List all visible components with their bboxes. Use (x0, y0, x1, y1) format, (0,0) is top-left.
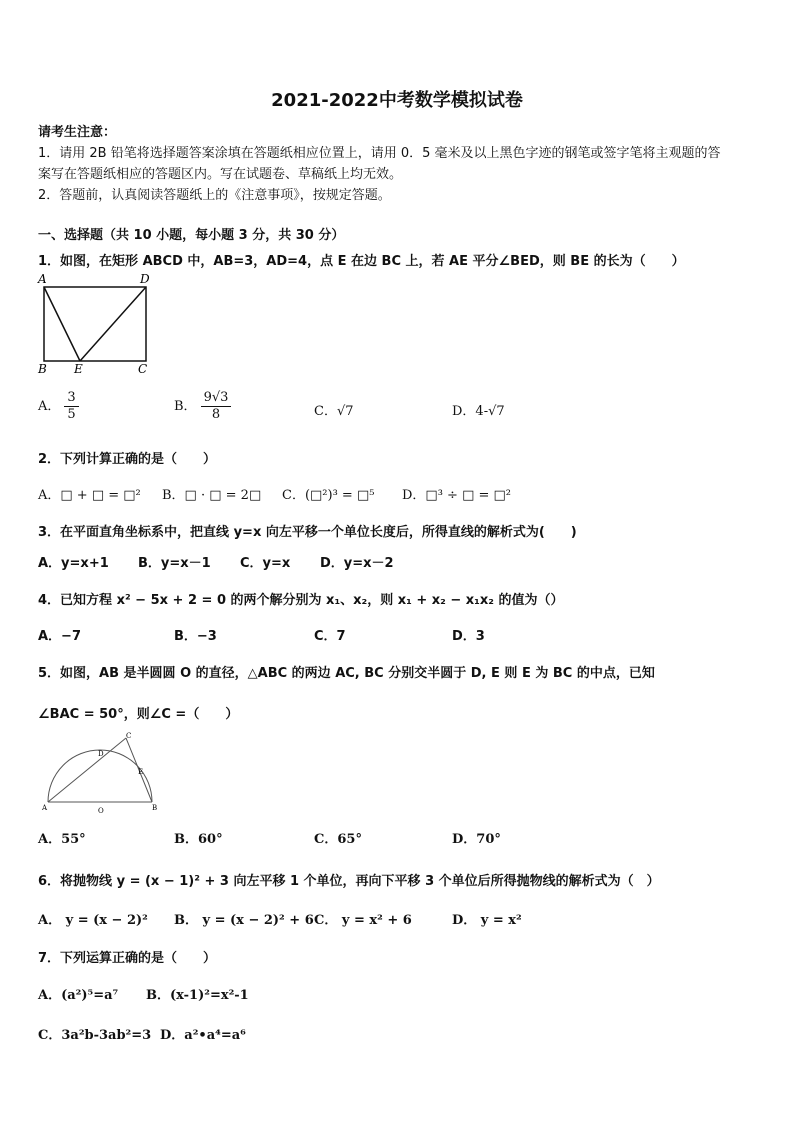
question-2-stem: 2．下列计算正确的是（ ） (38, 452, 217, 467)
option-c[interactable]: C．√7 (314, 404, 354, 419)
section-heading: 一、选择题（共 10 小题，每小题 3 分，共 30 分） (38, 228, 345, 243)
option-a-prefix: A． (38, 399, 61, 414)
option-c[interactable]: C． y = x² + 6 (314, 913, 412, 928)
segment-ed (80, 287, 146, 361)
fraction-a (64, 390, 78, 423)
option-b[interactable]: B．□ · □ = 2□ (162, 488, 262, 503)
option-d[interactable]: D．70° (452, 832, 501, 847)
question-5-stem-line1: 5．如图，AB 是半圆圆 O 的直径，△ABC 的两边 AC, BC 分别交半圆于 D, E 则 E 为 BC 的中点，已知 (38, 666, 655, 681)
option-a[interactable]: A．55° (38, 832, 86, 847)
option-c[interactable]: C．3a²b-3ab²=3 (38, 1028, 152, 1043)
point-label-e: E (74, 362, 83, 376)
point-label-d: D (98, 750, 104, 758)
option-c[interactable]: C．y=x (240, 556, 291, 571)
point-label-a: A (38, 272, 47, 286)
notice-item1-line2: 案写在答题纸相应的答题区内。写在试题卷、草稿纸上均无效。 (38, 167, 403, 182)
question-4-stem: 4．已知方程 x² − 5x + 2 = 0 的两个解分别为 x₁、x₂，则 x₁ + x₂ − x₁x₂ 的值为（） (38, 593, 564, 608)
page-title: 2021-2022中考数学模拟试卷 (271, 90, 523, 111)
fraction-b-numerator: 9√3 (201, 390, 232, 407)
option-d[interactable]: D．4-√7 (452, 404, 505, 419)
option-a[interactable]: A． y = (x − 2)² (38, 913, 148, 928)
fraction-a-numerator: 3 (64, 390, 78, 407)
point-label-b: B (38, 362, 47, 376)
notice-heading: 请考生注意： (38, 125, 117, 140)
point-label-b: B (152, 804, 158, 812)
option-a[interactable]: A．−7 (38, 629, 81, 644)
option-b[interactable]: B．60° (174, 832, 223, 847)
option-b[interactable]: B．y=x－1 (138, 556, 211, 571)
option-a[interactable]: A．y=x+1 (38, 556, 109, 571)
point-label-c: C (126, 732, 132, 740)
option-c[interactable]: C．(□²)³ = □⁵ (282, 488, 375, 503)
option-b[interactable]: B．−3 (174, 629, 217, 644)
point-label-c: C (138, 362, 148, 376)
question-1-stem: 1．如图，在矩形 ABCD 中，AB=3，AD=4，点 E 在边 BC 上，若 AE 平分∠BED，则 BE 的长为（ ） (38, 254, 685, 269)
segment-ac (48, 738, 126, 802)
option-d[interactable]: D．□³ ÷ □ = □² (402, 488, 512, 503)
notice-item1-line1: 1．请用 2B 铅笔将选择题答案涂填在答题纸相应位置上，请用 0．5 毫米及以上黑色字迹的钢笔或签字笔将主观题的答 (38, 146, 721, 161)
fraction-b (201, 390, 232, 423)
option-b[interactable]: B． y = (x − 2)² + 6 (174, 913, 314, 928)
question-3-stem: 3．在平面直角坐标系中，把直线 y=x 向左平移一个单位长度后，所得直线的解析式为( ) (38, 525, 577, 540)
notice-item2: 2．答题前，认真阅读答题纸上的《注意事项》，按规定答题。 (38, 188, 391, 203)
segment-ae (44, 287, 80, 361)
question-5-stem-line2: ∠BAC = 50°，则∠C =（ ） (38, 707, 239, 722)
option-d[interactable]: D．3 (452, 629, 485, 644)
fraction-a-denominator: 5 (67, 407, 76, 422)
fraction-b-denominator: 8 (211, 407, 221, 422)
option-a[interactable]: A．(a²)⁵=a⁷ (38, 988, 119, 1003)
option-d[interactable]: D．y=x－2 (320, 556, 394, 571)
point-label-d: D (140, 272, 150, 286)
semicircle-figure (38, 730, 166, 818)
rectangle-abcd (44, 287, 146, 361)
option-d[interactable]: D．a²•a⁴=a⁶ (160, 1028, 246, 1043)
rectangle-figure (34, 270, 164, 376)
option-c[interactable]: C．7 (314, 629, 346, 644)
point-label-e: E (138, 768, 144, 776)
option-b[interactable] (174, 390, 231, 423)
option-b-prefix: B． (174, 399, 197, 414)
option-b[interactable]: B．(x-1)²=x²-1 (146, 988, 249, 1003)
point-label-a: A (42, 804, 48, 812)
option-c[interactable]: C．65° (314, 832, 362, 847)
question-7-stem: 7．下列运算正确的是（ ） (38, 951, 217, 966)
question-6-stem: 6．将抛物线 y = (x − 1)² + 3 向左平移 1 个单位，再向下平移 3 个单位后所得抛物线的解析式为（ ） (38, 874, 660, 889)
point-label-o: O (98, 807, 104, 815)
option-a[interactable] (38, 390, 79, 423)
option-d[interactable]: D． y = x² (452, 913, 522, 928)
option-a[interactable]: A．□ + □ = □² (38, 488, 141, 503)
